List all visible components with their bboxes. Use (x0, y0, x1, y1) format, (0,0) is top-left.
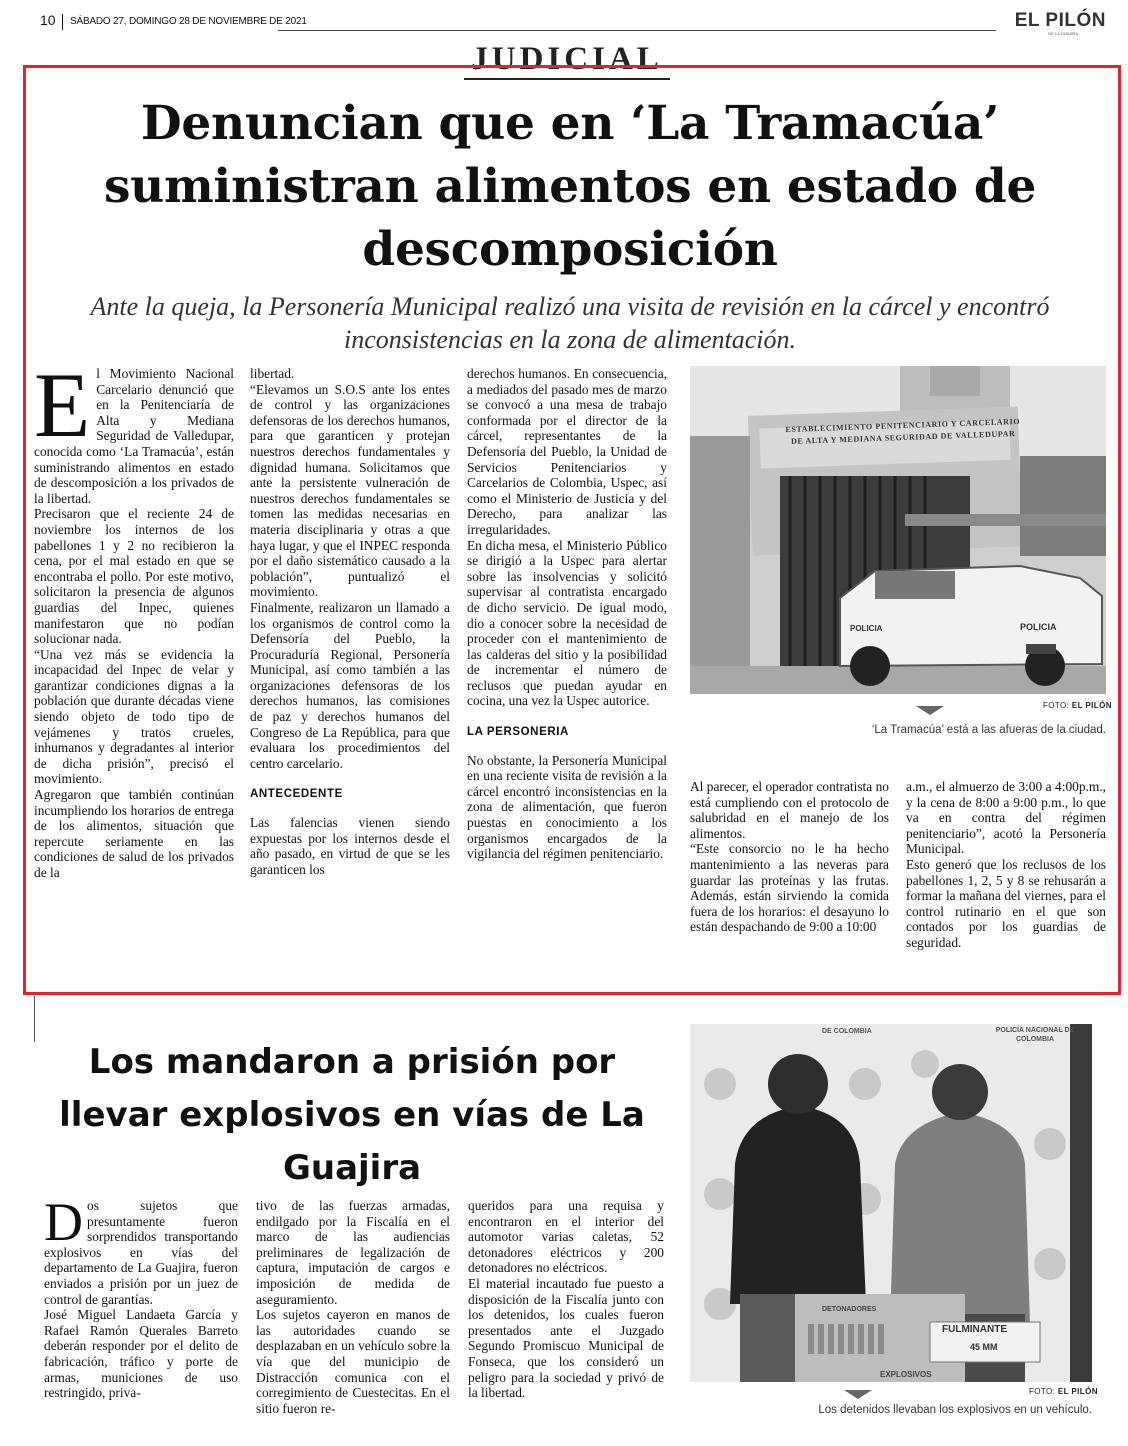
article2-dropcap: D (44, 1192, 83, 1252)
subhead-antecedente: ANTECEDENTE (250, 788, 343, 801)
paragraph: tivo de las fuerzas armadas, endilgado por la Fiscalía en el marco de las audiencias preliminares de legalización de captura, imputación de cargos e imposición de medida de aseguramiento. (256, 1198, 450, 1307)
paragraph: Las falencias vienen siendo expuestas por los internos desde el año pasado, en virtud de que se les garanticen los (250, 815, 450, 877)
photo-label-detonadores: DETONADORES (822, 1306, 877, 1313)
caption-marker-icon (916, 706, 944, 715)
article2-left-rule (34, 996, 35, 1042)
paragraph: En dicha mesa, el Ministerio Público se dirigió a la Uspec para alertar sobre las insolvencias y solicitó supervisar al contratista encargado de dicho servicio. De igual modo, dio a conocer sobre la necesidad de proceder con el mantenimiento de las calderas del sitio y la posibilidad de incrementar el número de reclusos que puedan ayudar en cocina, una vez la Uspec autorice. (467, 537, 667, 709)
article1-photo-caption: ‘La Tramacúa’ está a las afueras de la ciudad. (871, 724, 1106, 736)
paragraph: Finalmente, realizaron un llamado a los organismos de control como la Defensoría del Pueblo, la Procuraduría Regional, Personería Municipal, así como también a las organizaciones defensoras de los derechos humanos, las comisiones de paz y derechos humanos del Congreso de La República, para que evaluara los procedimientos del centro carcelario. (250, 599, 450, 771)
article1-subtitle: Ante la queja, la Personería Municipal realizó una visita de revisión en la cárcel y encontró inconsistencias en la zona de alimentación. (90, 292, 1050, 354)
photo-credit-label: FOTO: (1029, 1387, 1056, 1396)
paragraph: “Este consorcio no le ha hecho mantenimiento a las neveras para guardar las proteínas y las frutas. Además, están sirviendo la comida fuera de los horarios: el desayuno lo están despachando de 9:00 a 10:00 (690, 841, 889, 935)
paragraph: l Movimiento Nacional Carcelario denunció que en la Penitenciaría de Alta y Mediana Seguridad de Valledupar, conocida como ‘La Tramacúa’, están suministrando alimentos en estado de descomposición a los privados de la libertad. (34, 366, 234, 506)
article1-photo-prison (690, 366, 1106, 694)
paragraph: Los sujetos cayeron en manos de las autoridades cuando se desplazaban en un vehículo sobre la vía que del municipio de Distracción comunica con el corregimiento de Cuestecitas. En el sitio fueron re- (256, 1307, 450, 1416)
photo-banner-right: POLICÍA NACIONAL DE COLOMBIA (995, 1027, 1075, 1043)
newspaper-logo: EL PILÓN (1014, 10, 1106, 31)
paragraph: No obstante, la Personería Municipal en una reciente visita de revisión a la cárcel encontró inconsistencias en la zona de alimentación, que fueron puestas en conocimiento a los organismos encargados de la vigilancia del régimen penitenciario. (467, 752, 667, 862)
photo-label-fulminante: FULMINANTE (942, 1324, 1007, 1335)
article2-column-1 (44, 1192, 238, 1401)
article2-photo-detainees (690, 1024, 1092, 1382)
caption-marker-icon (844, 1390, 872, 1399)
photo-sign-line-1: ESTABLECIMIENTO PENITENCIARIO Y CARCELARIO (785, 416, 1021, 435)
article1-column-2 (250, 366, 450, 877)
article2-headline: Los mandaron a prisión por llevar explosivos en vías de La Guajira (59, 1042, 645, 1188)
paragraph: Agregaron que también continúan incumpliendo los horarios de entrega de los alimentos, situación que repercute seriamente en las condiciones de salud de los privados de la (34, 787, 234, 880)
prison-illustration (690, 366, 1106, 694)
page-header (34, 12, 1106, 34)
photo-vehicle-text: POLICIA (850, 624, 883, 633)
paragraph: a.m., el almuerzo de 3:00 a 4:00p.m., y la cena de 8:00 a 9:00 p.m., lo que va en contra del régimen penitenciario”, acotó la Personería Municipal. (906, 779, 1106, 857)
paragraph: derechos humanos. En consecuencia, a mediados del pasado mes de marzo se convocó a una mesa de trabajo conformada por el director de la cárcel, representantes de la Defensoría del Pueblo, la Unidad de Servicios Penitenciarios y Carcelarios de Colombia, Uspec, así como el Ministerio de Justicia y del Derecho, para analizar las irregularidades. (467, 366, 667, 537)
newspaper-logo-sub: DE LA GUAJIRA (1048, 31, 1078, 36)
page-number: 10 (40, 12, 56, 28)
paragraph: queridos para una requisa y encontraron en el interior del automotor varias caletas, 52 detonadores eléctricos y 200 detonadores no eléctricos. (468, 1198, 664, 1276)
section-title: JUDICIAL (464, 40, 670, 80)
article1-photo-credit (1043, 701, 1112, 710)
paragraph: Precisaron que el reciente 24 de noviembre los internos de los pabellones 1 y 2 no recibieron la cena, por el mal estado en que se encontraba el pollo. Por este motivo, solicitaron la presencia de algunos guardias del Inpec, quienes manifestaron que no podían solucionar nada. (34, 506, 234, 647)
paragraph: Esto generó que los reclusos de los pabellones 1, 2, 5 y 8 se rehusarán a formar la mañana del viernes, para el control rutinario en el que son contados por los guardias de seguridad. (906, 856, 1106, 950)
article2-photo-credit (1029, 1387, 1098, 1396)
photo-credit-label: FOTO: (1043, 701, 1070, 710)
photo-label-explosivos: EXPLOSIVOS (880, 1370, 932, 1379)
article2-column-3 (468, 1198, 664, 1401)
issue-date: SÁBADO 27, DOMINGO 28 DE NOVIEMBRE DE 2021 (70, 16, 307, 27)
paragraph: Al parecer, el operador contratista no está cumpliendo con el protocolo de salubridad en el manejo de los alimentos. (690, 779, 889, 841)
photo-credit-name: EL PILÓN (1057, 1387, 1098, 1396)
article2-photo-caption: Los detenidos llevaban los explosivos en un vehículo. (818, 1404, 1092, 1416)
paragraph: “Una vez más se evidencia la incapacidad del Inpec de velar y garantizar condiciones dignas a la población que durante décadas viene siendo objeto de todo tipo de vejámenes y tratos crueles, inhumanos y degradantes al interior de dicha prisión”, precisó el movimiento. (34, 646, 234, 787)
subhead-personeria: LA PERSONERIA (467, 726, 569, 739)
article1-column-5 (906, 779, 1106, 951)
article1-dropcap: E (34, 354, 91, 456)
photo-banner-left: DE COLOMBIA (822, 1028, 872, 1035)
paragraph: José Miguel Landaeta García y Rafael Ramón Querales Barreto deberán responder por el delito de fabricación, tráfico y porte de armas, municiones de uso restringido, priva- (44, 1307, 238, 1401)
detainees-illustration (690, 1024, 1092, 1382)
article1-column-3 (467, 366, 667, 862)
header-divider (62, 14, 63, 30)
header-rule (278, 30, 996, 31)
photo-credit-name: EL PILÓN (1071, 701, 1112, 710)
photo-sign-line-2: DE ALTA Y MEDIANA SEGURIDAD DE VALLEDUPAR (790, 429, 1016, 446)
article1-headline: Denuncian que en ‘La Tramacúa’ suministran alimentos en estado de descomposición (103, 96, 1037, 277)
paragraph: “Elevamos un S.O.S ante los entes de control y las organizaciones defensoras de los derechos humanos, para que garanticen y protejan nuestros derechos fundamentales y dignidad humana. Solicitamos que ante la persistente vulneración de nuestros derechos fundamentales se tomen las medidas necesarias en materia disciplinaria y otras a que haya lugar, y que el INPEC responda por el daño sistemático causado a la población”, puntualizó el movimiento. (250, 381, 450, 600)
article2-column-2 (256, 1198, 450, 1416)
paragraph: El material incautado fue puesto a disposición de la Fiscalía junto con los detenidos, los cuales fueron presentados ante el Juzgado Segundo Promiscuo Municipal de Fonseca, que los consideró un peligro para la sociedad y privó de la libertad. (468, 1275, 664, 1401)
article1-column-1 (34, 354, 234, 881)
photo-label-45mm: 45 MM (970, 1342, 998, 1352)
photo-vehicle-text-2: POLICIA (1020, 622, 1057, 632)
article1-column-4 (690, 779, 889, 935)
paragraph: os sujetos que presuntamente fueron sorprendidos transportando explosivos en vías del departamento de La Guajira, fueron enviados a prisión por un juez de control de garantías. (44, 1198, 238, 1307)
paragraph: libertad. (250, 366, 295, 381)
